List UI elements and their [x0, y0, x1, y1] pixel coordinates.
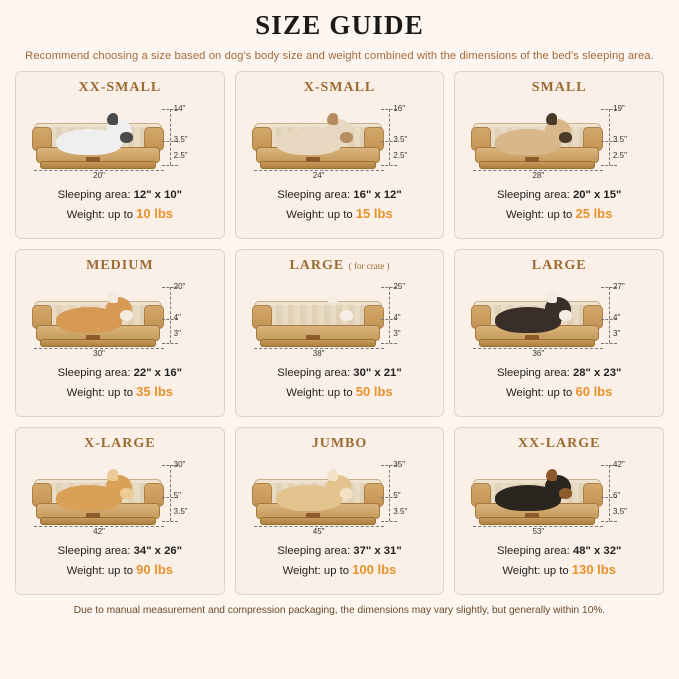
- bed-brand-tag: [306, 335, 320, 340]
- sleeping-area-row: [16, 365, 224, 383]
- dog-muzzle: [559, 310, 572, 321]
- bed-illustration: [22, 453, 218, 541]
- weight-upto: up to: [323, 565, 350, 578]
- dim-width: 42": [90, 527, 108, 536]
- height-dimensions: [381, 457, 433, 531]
- weight-label: Weight:: [66, 387, 105, 400]
- dim-mid-height: 5": [393, 490, 401, 500]
- size-name: JUMBO: [311, 435, 368, 451]
- weight-label: Weight:: [66, 209, 105, 222]
- sleeping-area-label: Sleeping area:: [277, 188, 351, 201]
- bed-illustration: [461, 97, 657, 185]
- width-dimension: [473, 342, 603, 361]
- size-card-title: [236, 72, 444, 95]
- sleeping-area-label: Sleeping area:: [277, 544, 351, 557]
- weight-row: [455, 560, 663, 581]
- width-dimension: [254, 164, 384, 183]
- dog-graphic: [48, 115, 132, 155]
- size-name: MEDIUM: [86, 257, 154, 273]
- dim-width: 36": [529, 349, 547, 358]
- dog-ear: [107, 469, 118, 481]
- weight-value: 90 lbs: [136, 562, 174, 578]
- dog-graphic: [487, 293, 571, 333]
- dog-graphic: [268, 115, 352, 155]
- sleeping-area-value: 30" x 21": [353, 366, 402, 379]
- dog-ear: [546, 113, 557, 125]
- weight-row: [16, 560, 224, 581]
- size-name: LARGE: [289, 257, 345, 273]
- weight-row: [236, 204, 444, 225]
- bed-brand-tag: [86, 157, 100, 162]
- sleeping-area-value: 34" x 26": [133, 544, 183, 557]
- dog-graphic: [487, 471, 571, 511]
- dim-mid-height: 4": [613, 312, 621, 322]
- bed-illustration: [242, 97, 438, 185]
- dim-base-height: 2.5": [173, 150, 188, 160]
- size-card[interactable]: [454, 427, 664, 595]
- height-dimensions: [162, 279, 214, 353]
- bed-brand-tag: [525, 513, 539, 518]
- size-card[interactable]: [15, 71, 225, 239]
- weight-upto: up to: [107, 387, 134, 400]
- width-dimension: [254, 520, 384, 539]
- weight-value: 50 lbs: [355, 384, 393, 400]
- dim-base-height: 3": [613, 328, 621, 338]
- dim-mid-height: 6": [613, 490, 621, 500]
- size-name: XX-SMALL: [78, 79, 162, 95]
- dim-width: 53": [529, 527, 547, 536]
- dog-ear: [327, 291, 338, 303]
- sleeping-area-row: [236, 543, 444, 561]
- dim-mid-height: 4": [393, 312, 401, 322]
- weight-upto: up to: [107, 565, 134, 578]
- weight-label: Weight:: [502, 565, 541, 578]
- sleeping-area-label: Sleeping area:: [57, 188, 131, 201]
- size-card-title: [16, 250, 224, 273]
- height-dimensions: [601, 101, 653, 175]
- weight-upto: up to: [107, 209, 134, 222]
- weight-row: [16, 204, 224, 225]
- size-card-title: [16, 72, 224, 95]
- weight-value: 35 lbs: [136, 384, 174, 400]
- weight-row: [455, 204, 663, 225]
- sleeping-area-label: Sleeping area:: [277, 366, 351, 379]
- weight-value: 60 lbs: [575, 384, 613, 400]
- dog-graphic: [48, 471, 132, 511]
- dim-total-height: 27": [613, 281, 625, 291]
- weight-value: 15 lbs: [355, 206, 393, 222]
- page-title: SIZE GUIDE: [255, 10, 424, 40]
- size-card[interactable]: [15, 249, 225, 417]
- sleeping-area-label: Sleeping area:: [57, 544, 131, 557]
- dim-mid-height: 3.5": [613, 134, 627, 144]
- bed-brand-tag: [306, 157, 320, 162]
- dim-base-height: 3.5": [173, 506, 188, 516]
- size-name: X-SMALL: [303, 79, 376, 95]
- dog-graphic: [268, 471, 352, 511]
- dim-mid-height: 3.5": [173, 134, 188, 144]
- width-dimension: [34, 342, 164, 361]
- weight-upto: up to: [547, 387, 573, 400]
- dim-total-height: 25": [393, 281, 406, 291]
- bed-brand-tag: [306, 513, 320, 518]
- width-dimension: [473, 164, 603, 183]
- sleeping-area-row: [455, 365, 663, 383]
- sleeping-area-value: 37" x 31": [353, 544, 402, 557]
- dog-ear: [327, 113, 338, 125]
- dim-base-height: 3.5": [393, 506, 408, 516]
- size-specs: [236, 365, 444, 403]
- sleeping-area-value: 12" x 10": [133, 188, 183, 201]
- weight-label: Weight:: [505, 209, 545, 222]
- size-card[interactable]: [454, 71, 664, 239]
- dim-total-height: 35": [393, 459, 406, 469]
- page-subtitle: Recommend choosing a size based on dog's body size and weight combined with the dimensions of the bed's sleeping area.: [25, 49, 654, 62]
- bed-brand-tag: [86, 513, 100, 518]
- dim-width: 28": [529, 171, 547, 180]
- dog-muzzle: [340, 132, 353, 143]
- sleeping-area-value: 22" x 16": [133, 366, 183, 379]
- sleeping-area-row: [16, 187, 224, 205]
- sleeping-area-value: 28" x 23": [572, 366, 622, 379]
- weight-upto: up to: [547, 209, 573, 222]
- sleeping-area-label: Sleeping area:: [496, 188, 570, 201]
- dog-muzzle: [559, 488, 572, 499]
- sleeping-area-row: [236, 187, 444, 205]
- dog-ear: [107, 113, 118, 125]
- sleeping-area-value: 20" x 15": [572, 188, 622, 201]
- dim-mid-height: 3.5": [393, 134, 408, 144]
- dog-muzzle: [340, 488, 353, 499]
- width-dimension: [473, 520, 603, 539]
- height-dimensions: [601, 457, 653, 531]
- dim-total-height: 19": [613, 103, 625, 113]
- bed-illustration: [461, 275, 657, 363]
- dim-width: 24": [310, 171, 328, 180]
- weight-value: 25 lbs: [575, 206, 613, 222]
- weight-label: Weight:: [282, 565, 321, 578]
- size-card-title: [455, 428, 663, 451]
- dog-muzzle: [120, 132, 133, 143]
- size-specs: [455, 543, 663, 581]
- dog-graphic: [487, 115, 571, 155]
- width-dimension: [34, 164, 164, 183]
- dog-muzzle: [559, 132, 572, 143]
- size-specs: [455, 187, 663, 225]
- weight-upto: up to: [327, 387, 353, 400]
- dim-base-height: 2.5": [393, 150, 408, 160]
- dog-ear: [327, 469, 338, 481]
- dim-total-height: 14": [173, 103, 186, 113]
- sleeping-area-label: Sleeping area:: [496, 544, 570, 557]
- bed-brand-tag: [525, 157, 539, 162]
- size-name: X-LARGE: [84, 435, 156, 451]
- bed-illustration: [22, 97, 218, 185]
- size-name: LARGE: [531, 257, 587, 273]
- size-name: SMALL: [531, 79, 587, 95]
- dim-base-height: 3": [393, 328, 401, 338]
- sleeping-area-label: Sleeping area:: [57, 366, 131, 379]
- weight-row: [455, 382, 663, 403]
- dog-muzzle: [120, 310, 133, 321]
- weight-row: [236, 560, 444, 581]
- size-card[interactable]: [235, 71, 445, 239]
- dim-width: 38": [310, 349, 328, 358]
- dim-width: 20": [90, 171, 108, 180]
- size-note: ( for crate ): [348, 260, 390, 271]
- dim-total-height: 42": [613, 459, 625, 469]
- height-dimensions: [601, 279, 653, 353]
- height-dimensions: [381, 279, 433, 353]
- weight-row: [16, 382, 224, 403]
- sleeping-area-label: Sleeping area:: [496, 366, 570, 379]
- bed-brand-tag: [525, 335, 539, 340]
- dog-muzzle: [340, 310, 353, 321]
- height-dimensions: [381, 101, 433, 175]
- size-card-title: [236, 250, 444, 273]
- dim-width: 45": [310, 527, 328, 536]
- size-card-title: [16, 428, 224, 451]
- weight-value: 130 lbs: [571, 562, 616, 578]
- weight-label: Weight:: [505, 387, 545, 400]
- size-name: XX-LARGE: [517, 435, 601, 451]
- dog-ear: [546, 469, 557, 481]
- dim-width: 30": [90, 349, 108, 358]
- dog-ear: [107, 291, 118, 303]
- weight-label: Weight:: [286, 387, 325, 400]
- size-card[interactable]: [454, 249, 664, 417]
- weight-label: Weight:: [286, 209, 325, 222]
- size-specs: [16, 365, 224, 403]
- sleeping-area-row: [455, 543, 663, 561]
- sleeping-area-value: 16" x 12": [353, 188, 402, 201]
- weight-upto: up to: [327, 209, 353, 222]
- sleeping-area-row: [455, 187, 663, 205]
- bed-brand-tag: [86, 335, 100, 340]
- size-card[interactable]: [235, 427, 445, 595]
- bed-illustration: [242, 275, 438, 363]
- footer-note: Due to manual measurement and compression packaging, the dimensions may vary slightly, but generally within 10%.: [73, 604, 606, 616]
- dim-base-height: 2.5": [613, 150, 627, 160]
- height-dimensions: [162, 101, 214, 175]
- width-dimension: [254, 342, 384, 361]
- dim-total-height: 20": [173, 281, 186, 291]
- bed-illustration: [242, 453, 438, 541]
- weight-value: 10 lbs: [136, 206, 174, 222]
- sleeping-area-value: 48" x 32": [572, 544, 622, 557]
- dog-muzzle: [120, 488, 133, 499]
- sleeping-area-row: [236, 365, 444, 383]
- dim-base-height: 3": [173, 328, 181, 338]
- size-card[interactable]: [15, 427, 225, 595]
- width-dimension: [34, 520, 164, 539]
- size-specs: [16, 187, 224, 225]
- size-specs: [236, 187, 444, 225]
- weight-value: 100 lbs: [352, 562, 397, 578]
- size-card[interactable]: [235, 249, 445, 417]
- dog-graphic: [268, 293, 352, 333]
- size-card-title: [455, 250, 663, 273]
- size-card-title: [455, 72, 663, 95]
- dog-ear: [546, 291, 557, 303]
- sleeping-area-row: [16, 543, 224, 561]
- size-card-grid: [12, 71, 667, 595]
- weight-row: [236, 382, 444, 403]
- height-dimensions: [162, 457, 214, 531]
- size-specs: [236, 543, 444, 581]
- bed-illustration: [461, 453, 657, 541]
- dim-base-height: 3.5": [613, 506, 627, 516]
- size-specs: [16, 543, 224, 581]
- dim-mid-height: 4": [173, 312, 181, 322]
- size-card-title: [236, 428, 444, 451]
- dog-graphic: [48, 293, 132, 333]
- bed-illustration: [22, 275, 218, 363]
- weight-upto: up to: [543, 565, 569, 578]
- weight-label: Weight:: [66, 565, 105, 578]
- dim-mid-height: 5": [173, 490, 181, 500]
- dim-total-height: 30": [173, 459, 186, 469]
- size-specs: [455, 365, 663, 403]
- dim-total-height: 16": [393, 103, 406, 113]
